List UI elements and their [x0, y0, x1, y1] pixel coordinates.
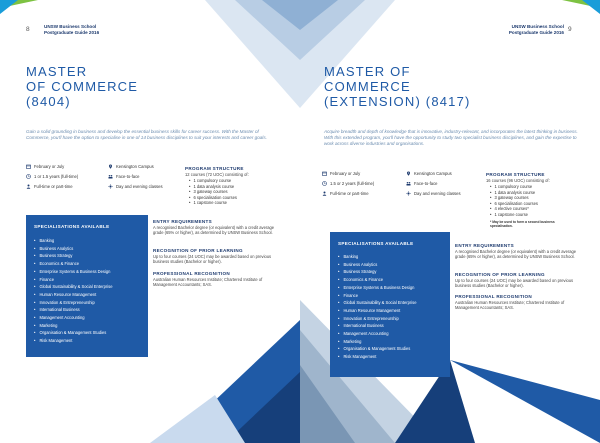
list-item: • Marketing [338, 338, 416, 346]
entry-requirements-heading: ENTRY REQUIREMENTS [455, 243, 514, 248]
list-item: • 6 specialisation courses [189, 195, 237, 201]
page-title [324, 64, 471, 109]
brand-label [500, 24, 564, 36]
fact-timing [108, 184, 163, 189]
page-number: 8 [26, 26, 30, 33]
list-item: • Organisation & Management Studies [338, 345, 416, 353]
professional-recognition-heading: PROFESSIONAL RECOGNITION [455, 294, 533, 299]
title-line-1: MASTER [26, 64, 88, 79]
fact-intake-text: February or July [34, 164, 65, 169]
list-item: • Business Analytics [338, 261, 416, 269]
calendar-icon [322, 171, 327, 176]
list-item: • Human Resource Management [34, 291, 112, 299]
list-item: • Business Strategy [34, 252, 112, 260]
list-item: • 1 data analysis course [189, 184, 237, 190]
fact-delivery-text: Face-to-face [116, 174, 140, 179]
fact-delivery [108, 174, 140, 179]
list-item: • 4 elective courses* [490, 206, 538, 212]
list-item: • Banking [34, 237, 112, 245]
list-item: • International Business [338, 322, 416, 330]
list-item: • Finance [338, 292, 416, 300]
title-line-2: OF COMMERCE [26, 79, 139, 94]
brand-line-2: Postgraduate Guide 2016 [508, 30, 564, 35]
brand-label [44, 24, 99, 36]
fact-campus-text: Kensington Campus [116, 164, 154, 169]
face-to-face-icon [108, 174, 113, 179]
fact-campus-text: Kensington Campus [414, 171, 452, 176]
location-icon [406, 171, 411, 176]
professional-recognition-heading: PROFESSIONAL RECOGNITION [153, 271, 231, 276]
sun-icon [108, 184, 113, 189]
fact-campus [108, 164, 154, 169]
person-icon [26, 184, 31, 189]
entry-requirements-heading: ENTRY REQUIREMENTS [153, 219, 212, 224]
brand-line-2: Postgraduate Guide 2016 [44, 30, 100, 35]
list-item: • 1 data analysis course [490, 190, 538, 196]
list-item: • Risk Management [338, 353, 416, 361]
rpl-heading: RECOGNITION OF PRIOR LEARNING [153, 248, 243, 253]
fact-mode [26, 184, 73, 189]
program-structure-note: * May be used to form a second business specialisation. [490, 220, 555, 228]
list-item: • 3 gateway courses [189, 189, 237, 195]
clock-icon [26, 174, 31, 179]
list-item: • Organisation & Management Studies [34, 329, 112, 337]
list-item: • 1 capstone course [189, 200, 237, 206]
specialisations-heading: SPECIALISATIONS AVAILABLE [338, 241, 414, 246]
list-item: • Enterprise Systems & Business Design [34, 268, 112, 276]
fact-timing [406, 191, 461, 196]
title-line-3: (8404) [26, 94, 71, 109]
list-item: • Economics & Finance [338, 276, 416, 284]
fact-duration [322, 181, 374, 186]
clock-icon [322, 181, 327, 186]
list-item: • Marketing [34, 322, 112, 330]
brand-line-1: UNSW Business School [44, 24, 97, 29]
list-item: • Innovation & Entrepreneurship [34, 299, 112, 307]
list-item: • Enterprise Systems & Business Design [338, 284, 416, 292]
specialisations-list [34, 237, 112, 345]
face-to-face-icon [406, 181, 411, 186]
page-title [26, 64, 138, 109]
fact-delivery [406, 181, 438, 186]
program-structure-list [189, 178, 237, 206]
calendar-icon [26, 164, 31, 169]
entry-requirements-text: A recognised Bachelor degree (or equivalent) with a credit average grade (65% or higher), as determined by UNSW Business School. [153, 225, 275, 236]
list-item: • Human Resource Management [338, 307, 416, 315]
list-item: • Business Analytics [34, 245, 112, 253]
location-icon [108, 164, 113, 169]
fact-mode-text: Full-time or part-time [330, 191, 369, 196]
title-line-2: COMMERCE [324, 79, 411, 94]
title-line-3: (EXTENSION) (8417) [324, 94, 471, 109]
program-structure-summary: 12 courses (72 UOC) consisting of: [185, 172, 249, 177]
list-item: • 3 gateway courses [490, 195, 538, 201]
title-line-1: MASTER OF [324, 64, 411, 79]
list-item: • International Business [34, 306, 112, 314]
list-item: • 6 specialisation courses [490, 201, 538, 207]
rpl-text: Up to four courses (24 UOC) may be awarded based on previous business studies (Bachelor or higher). [455, 278, 574, 289]
person-icon [322, 191, 327, 196]
list-item: • Banking [338, 253, 416, 261]
professional-recognition-text: Australian Human Resources Institute; Chartered Institute of Management Accountants; SAS. [455, 300, 565, 311]
fact-intake [322, 171, 360, 176]
rpl-heading: RECOGNITION OF PRIOR LEARNING [455, 272, 545, 277]
program-structure-heading: PROGRAM STRUCTURE [185, 166, 244, 171]
fact-mode-text: Full-time or part-time [34, 184, 73, 189]
fact-timing-text: Day and evening classes [414, 191, 461, 196]
fact-duration [26, 174, 78, 179]
entry-requirements-text: A recognised Bachelor degree (or equivalent) with a credit average grade (65% or higher), as determined by UNSW Business School. [455, 249, 577, 260]
fact-campus [406, 171, 452, 176]
rpl-text: Up to four courses (24 UOC) may be awarded based on previous business studies (Bachelor or higher). [153, 254, 272, 265]
list-item: • 1 capstone course [490, 212, 538, 218]
list-item: • Global Sustainability & Social Enterprise [338, 299, 416, 307]
list-item: • Management Accounting [34, 314, 112, 322]
fact-duration-text: 1 or 1.5 years (full-time) [34, 174, 79, 179]
intro-text: Gain a solid grounding in business and develop the essential business skills for career success. With the Master of Commerce, you'll have the option to specialise in one of 14 business disciplines to suit your interests and career goals. [26, 129, 267, 141]
fact-mode [322, 191, 369, 196]
page-number: 9 [568, 26, 572, 33]
brand-line-1: UNSW Business School [511, 24, 564, 29]
list-item: • Management Accounting [338, 330, 416, 338]
list-item: • Business Strategy [338, 268, 416, 276]
program-structure-list [490, 184, 538, 218]
fact-intake-text: February or July [330, 171, 361, 176]
specialisations-list [338, 253, 416, 361]
list-item: • Finance [34, 276, 112, 284]
right-page [300, 0, 600, 443]
program-structure-summary: 16 courses (96 UOC) consisting of: [486, 178, 550, 183]
fact-duration-text: 1.5 or 2 years (full-time) [330, 181, 375, 186]
fact-timing-text: Day and evening classes [116, 184, 163, 189]
fact-delivery-text: Face-to-face [414, 181, 438, 186]
sun-icon [406, 191, 411, 196]
professional-recognition-text: Australian Human Resources Institute; Chartered Institute of Management Accountants; SAS. [153, 277, 263, 288]
intro-text: Acquire breadth and depth of knowledge that is innovative, industry-relevant, and incorporates the latest thinking in business. With this extended program, you'll have the opportunity to study two specialist business disciplines, and gain the expertise to work across diverse industries and organisations. [324, 129, 578, 147]
list-item: • Innovation & Entrepreneurship [338, 315, 416, 323]
list-item: • Global Sustainability & Social Enterprise [34, 283, 112, 291]
list-item: • 1 compulsory course [189, 178, 237, 184]
list-item: • 1 compulsory course [490, 184, 538, 190]
specialisations-box [330, 232, 450, 377]
list-item: • Economics & Finance [34, 260, 112, 268]
list-item: • Risk Management [34, 337, 112, 345]
specialisations-heading: SPECIALISATIONS AVAILABLE [34, 224, 110, 229]
fact-intake [26, 164, 64, 169]
specialisations-box [26, 215, 148, 357]
program-structure-heading: PROGRAM STRUCTURE [486, 172, 545, 177]
